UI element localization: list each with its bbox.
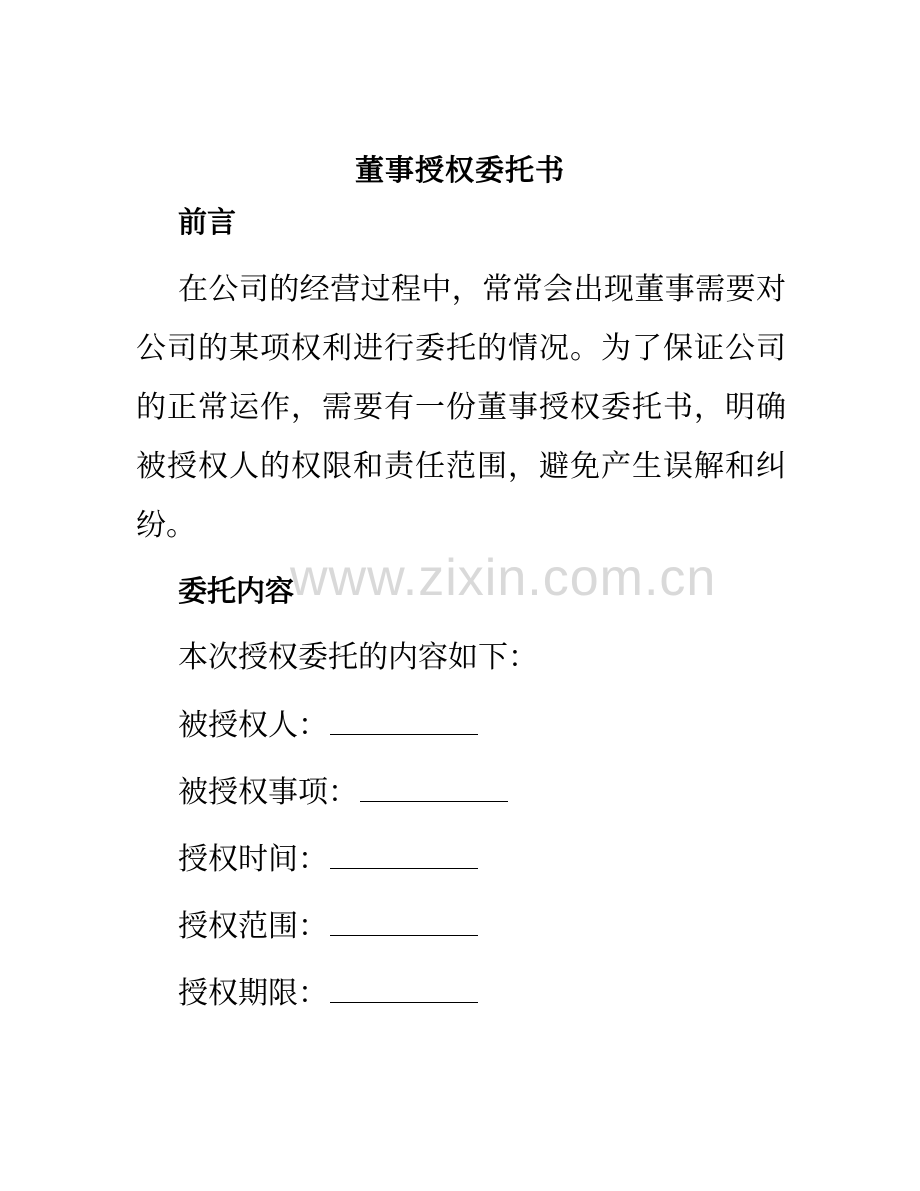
fill-in-blank[interactable] bbox=[330, 909, 478, 936]
document-title: 董事授权委托书 bbox=[354, 153, 565, 187]
field-label: 授权期限： bbox=[178, 976, 328, 1011]
field-authorization-scope bbox=[178, 907, 478, 947]
field-label: 授权范围： bbox=[178, 909, 328, 944]
field-label: 被授权人： bbox=[178, 708, 328, 743]
field-label: 被授权事项： bbox=[178, 775, 358, 810]
content-intro: 本次授权委托的内容如下： bbox=[178, 640, 538, 675]
fill-in-blank[interactable] bbox=[330, 976, 478, 1003]
watermark-text: www.zixin.com.cn bbox=[290, 549, 717, 607]
field-label: 授权时间： bbox=[178, 842, 328, 877]
fill-in-blank[interactable] bbox=[330, 842, 478, 869]
section-heading-content: 委托内容 bbox=[178, 574, 295, 608]
field-authorization-time bbox=[178, 840, 478, 880]
fill-in-blank[interactable] bbox=[330, 708, 478, 735]
field-authorized-matter bbox=[178, 773, 508, 813]
field-authorization-period bbox=[178, 974, 478, 1014]
section-heading-preface: 前言 bbox=[178, 205, 237, 239]
field-authorized-person bbox=[178, 706, 478, 746]
preface-paragraph: 在公司的经营过程中，常常会出现董事需要对公司的某项权利进行委托的情况。为了保证公司的正常运作，需要有一份董事授权委托书，明确被授权人的权限和责任范围，避免产生误解和纠纷。 bbox=[136, 272, 786, 543]
fill-in-blank[interactable] bbox=[360, 775, 508, 802]
